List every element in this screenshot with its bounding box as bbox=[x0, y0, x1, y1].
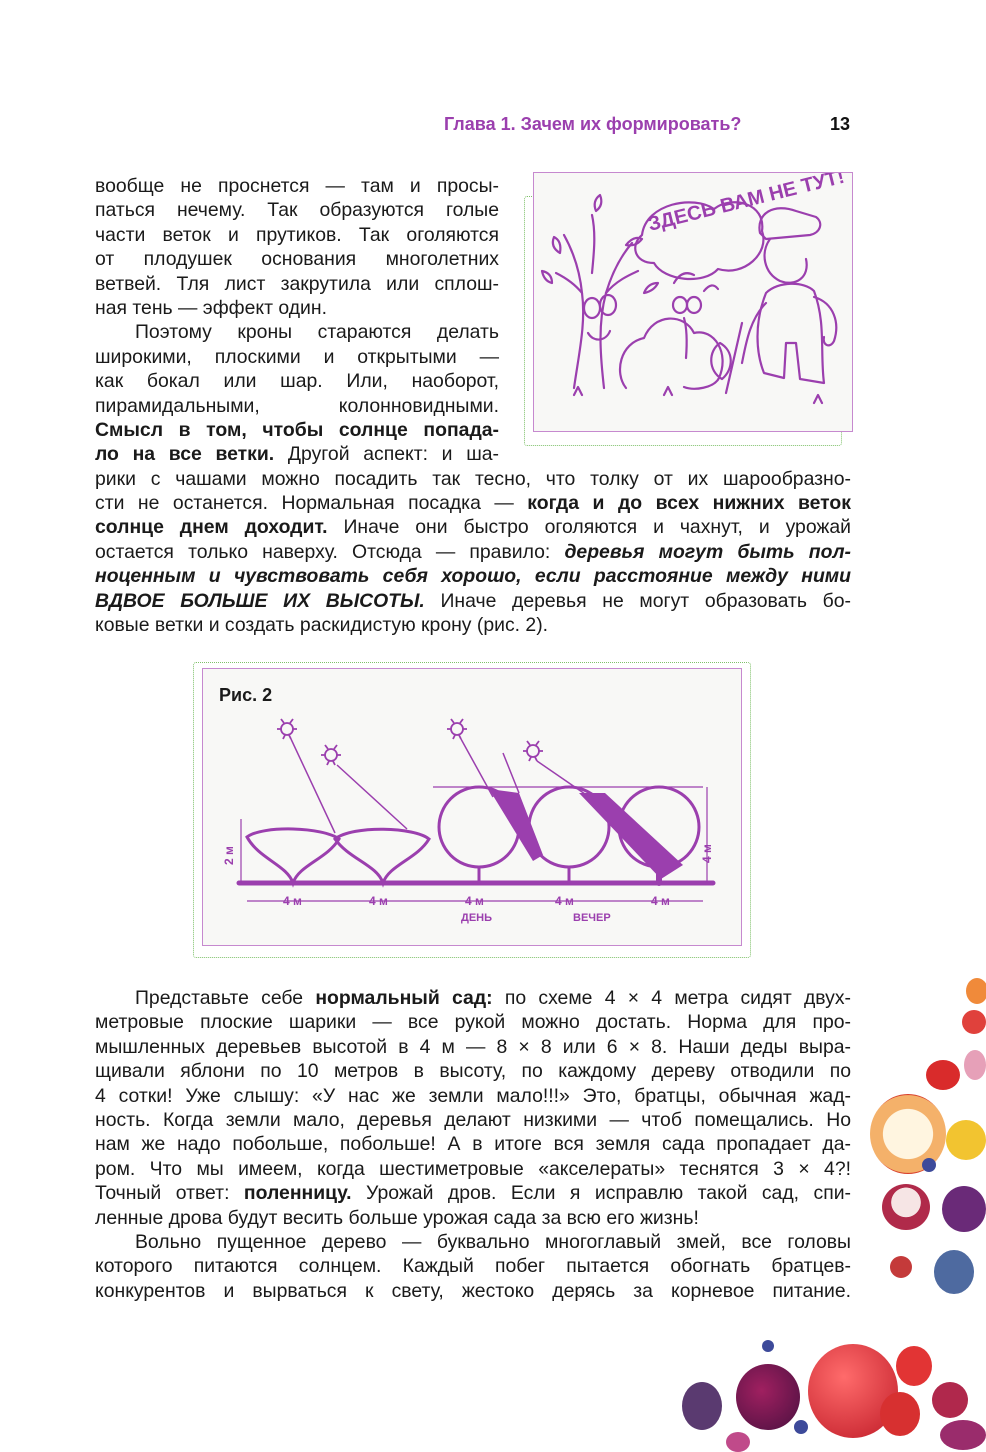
text-line bbox=[95, 442, 499, 466]
text-line: 4 сотки! Уже слышу: «У нас же земли мало!!!» Это, братцы, обычная жад- bbox=[95, 1084, 851, 1107]
chapter-title: Глава 1. Зачем их формировать? bbox=[444, 114, 742, 134]
page-number: 13 bbox=[829, 114, 850, 134]
rule-emphasis: ВДВОЕ БОЛЬШЕ ИХ ВЫСОТЫ. bbox=[95, 589, 425, 612]
text-line: ленные дрова будут весить больше урожая сада за всю его жизнь! bbox=[95, 1206, 699, 1229]
text-line: ная тень — эффект один. bbox=[95, 296, 327, 319]
text-span: Представьте себе bbox=[135, 987, 316, 1009]
fruit-icon bbox=[726, 1432, 750, 1452]
rule-emphasis: ноценным и чувствовать себя хорошо, если расстояние между ними bbox=[95, 565, 851, 588]
blueberry-icon bbox=[762, 1340, 774, 1352]
label-day: ДЕНЬ bbox=[461, 912, 493, 924]
plum-icon bbox=[934, 1250, 974, 1294]
text-line: вообще не проснется — там и просы- bbox=[95, 175, 499, 197]
fruit-icon bbox=[946, 1120, 986, 1160]
dim-4m: 4 м bbox=[700, 844, 714, 863]
text-line bbox=[95, 986, 851, 1010]
emphasis: нормальный сад: bbox=[315, 987, 493, 1009]
text-line: пирамидальными, колонновидными. bbox=[95, 394, 499, 417]
text-span: Урожай дров. Если я исправлю такой сад, спи- bbox=[351, 1182, 851, 1205]
dim-spacing: 4 м bbox=[651, 894, 670, 908]
fruit-icon bbox=[962, 1010, 986, 1034]
figure-diagram bbox=[203, 669, 741, 945]
fruit-icon bbox=[964, 1050, 986, 1080]
text-span: Иначе они быстро оголяются и чахнут, и урожай bbox=[327, 516, 851, 539]
cartoon-sign-text: ЗДЕСЬ ВАМ НЕ ТУТ! bbox=[645, 173, 847, 236]
text-line: щивали яблони по 10 метров в высоту, по каждому дереву отводили по bbox=[95, 1060, 851, 1083]
text-line bbox=[95, 491, 851, 515]
body-text-bottom bbox=[95, 986, 851, 1303]
emphasis: поленницу. bbox=[243, 1182, 352, 1205]
text-line bbox=[95, 589, 851, 613]
text-line: части веток и прутиков. Так оголяются bbox=[95, 223, 499, 246]
text-line bbox=[95, 515, 851, 539]
dim-spacing: 4 м bbox=[465, 894, 484, 908]
text-line: от плодушек основания многолетних bbox=[95, 248, 499, 271]
fruit-icon bbox=[940, 1420, 986, 1450]
text-span: Иначе деревья не могут образовать бо- bbox=[424, 589, 851, 612]
text-line bbox=[95, 540, 851, 564]
text-span: по схеме 4 × 4 метра сидят двух- bbox=[492, 987, 851, 1009]
text-line: ность. Когда земли мало, деревья делают низкими — чтоб помещались. Но bbox=[95, 1108, 851, 1131]
body-text-top bbox=[95, 174, 851, 637]
text-span: Точный ответ: bbox=[95, 1182, 244, 1205]
text-line: как бокал или шар. Или, наоборот, bbox=[95, 370, 499, 393]
plum-half-icon bbox=[882, 1184, 930, 1230]
text-line: Вольно пущенное дерево — буквально многоглавый змей, все головы bbox=[135, 1230, 851, 1253]
figure-2 bbox=[202, 668, 742, 946]
text-line: метровые плоские шарики — все рукой можно достать. Норма для про- bbox=[95, 1011, 851, 1034]
figure-label: Рис. 2 bbox=[219, 685, 273, 705]
emphasis: солнце днем доходит. bbox=[95, 516, 328, 539]
text-line: мышленных деревьев высотой в 4 м — 8 × 8 или 6 × 8. Наши деды выра- bbox=[95, 1035, 851, 1058]
running-head bbox=[440, 114, 852, 138]
text-span: остается только наверху. Отсюда — правило: bbox=[95, 540, 565, 563]
plum-icon bbox=[942, 1186, 986, 1232]
blueberry-icon bbox=[922, 1158, 936, 1172]
text-span: сти не останется. Нормальная посадка — bbox=[95, 492, 528, 515]
text-line: паться нечему. Так образуются голые bbox=[95, 199, 499, 222]
text-line: ковые ветки и создать раскидистую крону (рис. 2). bbox=[95, 614, 549, 637]
text-line: широкими, плоскими и открытыми — bbox=[95, 345, 499, 368]
strawberry-icon bbox=[926, 1060, 960, 1090]
berry-icon bbox=[890, 1256, 912, 1278]
text-line: нам же надо побольше, побольше! А в итоге вся земля сада пропадает да- bbox=[95, 1133, 851, 1156]
dim-spacing: 4 м bbox=[555, 894, 574, 908]
fruit-icon bbox=[966, 978, 986, 1004]
strawberry-icon bbox=[896, 1346, 932, 1386]
blueberry-icon bbox=[794, 1420, 808, 1434]
text-line: рики с чашами можно посадить так тесно, что толку от их шарообразно- bbox=[95, 467, 851, 490]
plum-icon bbox=[736, 1364, 800, 1430]
plum-icon bbox=[682, 1382, 722, 1430]
label-evening: ВЕЧЕР bbox=[573, 912, 611, 924]
text-line: Поэтому кроны стараются делать bbox=[135, 321, 499, 344]
text-line: ром. Что мы имеем, когда шестиметровые «акселераты» теснятся 3 × 4?! bbox=[95, 1157, 851, 1180]
dim-spacing: 4 м bbox=[369, 894, 388, 908]
emphasis: Смысл в том, чтобы солнце попада- bbox=[95, 418, 499, 441]
cherry-icon bbox=[932, 1382, 968, 1418]
text-line bbox=[95, 1181, 851, 1205]
emphasis: ло на все ветки. bbox=[95, 443, 275, 466]
dim-spacing: 4 м bbox=[283, 894, 302, 908]
text-span: Другой аспект: и ша- bbox=[274, 443, 499, 466]
text-line: которого питаются солнцем. Каждый побег пытается обогнать братцев- bbox=[95, 1255, 851, 1278]
text-line: ветвей. Тля лист закрутила или сплош- bbox=[95, 272, 499, 295]
emphasis: когда и до всех нижних веток bbox=[527, 492, 851, 515]
text-line bbox=[95, 564, 851, 588]
rule-emphasis: деревья могут быть пол- bbox=[564, 540, 852, 563]
text-line: конкурентов и вырваться к свету, жестоко дерясь за корневое питание. bbox=[95, 1279, 851, 1302]
strawberry-icon bbox=[880, 1392, 920, 1436]
dim-2m: 2 м bbox=[222, 846, 236, 865]
text-line bbox=[95, 418, 499, 442]
